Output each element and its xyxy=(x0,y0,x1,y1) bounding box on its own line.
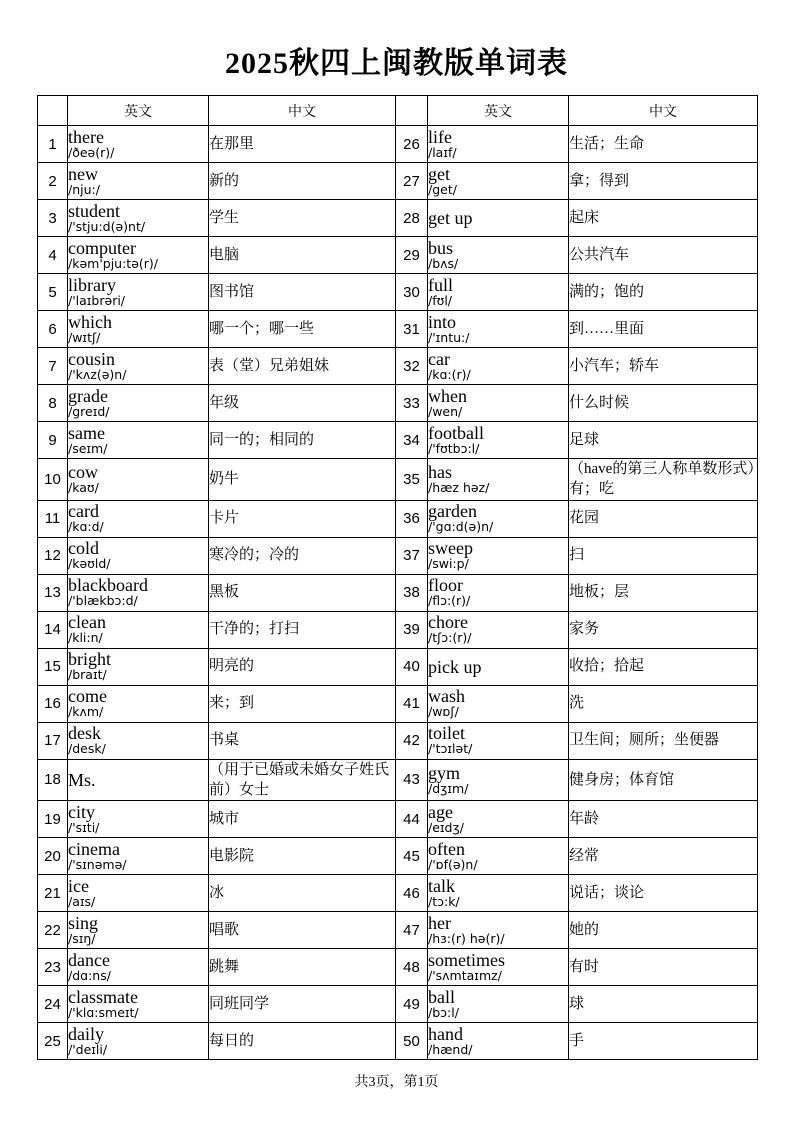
entry-chinese-right: 到……里面 xyxy=(569,311,758,348)
entry-chinese-right: 足球 xyxy=(569,422,758,459)
entry-number-right: 44 xyxy=(396,801,428,838)
entry-chinese-left: 学生 xyxy=(209,200,396,237)
english-word: age xyxy=(428,801,453,822)
entry-chinese-right: 卫生间；厕所；坐便器 xyxy=(569,722,758,759)
table-row xyxy=(38,611,758,648)
entry-number-left: 1 xyxy=(38,126,68,163)
table-row xyxy=(38,1023,758,1060)
phonetic-transcription: /sɪŋ/ xyxy=(68,930,96,946)
table-row xyxy=(38,274,758,311)
entry-number-left: 23 xyxy=(38,949,68,986)
entry-english-right xyxy=(428,648,569,685)
phonetic-transcription: /'deɪli/ xyxy=(68,1041,108,1057)
table-row xyxy=(38,385,758,422)
entry-number-left: 5 xyxy=(38,274,68,311)
english-word: football xyxy=(428,422,484,443)
entry-english-right xyxy=(428,685,569,722)
english-word: life xyxy=(428,126,452,147)
english-word: cousin xyxy=(68,348,115,369)
table-row xyxy=(38,459,758,501)
phonetic-transcription: /kəm'pju:tə(r)/ xyxy=(68,255,158,271)
english-word: ball xyxy=(428,986,455,1007)
entry-english-right xyxy=(428,912,569,949)
table-row xyxy=(38,574,758,611)
entry-chinese-right: 家务 xyxy=(569,611,758,648)
english-word: garden xyxy=(428,501,477,522)
header-number-left xyxy=(38,96,68,126)
page-footer: 共3页，第1页 xyxy=(354,1075,439,1090)
entry-number-right: 37 xyxy=(396,537,428,574)
entry-chinese-right: 健身房；体育馆 xyxy=(569,759,758,801)
entry-chinese-left: 书桌 xyxy=(209,722,396,759)
entry-number-left: 22 xyxy=(38,912,68,949)
entry-number-right: 33 xyxy=(396,385,428,422)
english-word: grade xyxy=(68,385,108,406)
entry-number-right: 35 xyxy=(396,459,428,501)
entry-number-right: 48 xyxy=(396,949,428,986)
phonetic-transcription: /ðeə(r)/ xyxy=(68,144,115,160)
entry-number-left: 11 xyxy=(38,500,68,537)
entry-chinese-right: 地板；层 xyxy=(569,574,758,611)
table-row xyxy=(38,422,758,459)
entry-chinese-left: 来；到 xyxy=(209,685,396,722)
entry-english-left xyxy=(68,759,209,801)
phonetic-transcription: /eɪdʒ/ xyxy=(428,819,464,835)
phonetic-transcription: /kʌm/ xyxy=(68,704,104,720)
english-word: sing xyxy=(68,912,99,933)
entry-chinese-left: 卡片 xyxy=(209,500,396,537)
table-row xyxy=(38,759,758,801)
phonetic-transcription: /'stju:d(ə)nt/ xyxy=(68,218,146,234)
english-word: often xyxy=(428,838,465,859)
entry-english-left xyxy=(68,537,209,574)
entry-number-right: 43 xyxy=(396,759,428,801)
english-word: chore xyxy=(428,612,468,633)
entry-number-left: 25 xyxy=(38,1023,68,1060)
entry-number-right: 29 xyxy=(396,237,428,274)
entry-chinese-right: 公共汽车 xyxy=(569,237,758,274)
phonetic-transcription: /kəʊld/ xyxy=(68,556,111,572)
phonetic-transcription: /desk/ xyxy=(68,741,106,757)
english-word: pick up xyxy=(428,656,482,677)
entry-number-right: 38 xyxy=(396,574,428,611)
entry-chinese-right: 扫 xyxy=(569,537,758,574)
english-word: classmate xyxy=(68,986,138,1007)
phonetic-transcription: /'ɒf(ə)n/ xyxy=(428,856,478,872)
table-row xyxy=(38,126,758,163)
entry-chinese-right: 收拾；拾起 xyxy=(569,648,758,685)
entry-number-left: 8 xyxy=(38,385,68,422)
phonetic-transcription: /wɪtʃ/ xyxy=(68,329,101,345)
phonetic-transcription: /'sʌmtaɪmz/ xyxy=(428,967,502,983)
entry-english-right xyxy=(428,801,569,838)
table-row xyxy=(38,838,758,875)
entry-number-left: 9 xyxy=(38,422,68,459)
table-header-row xyxy=(38,96,758,126)
entry-number-left: 16 xyxy=(38,685,68,722)
entry-number-left: 10 xyxy=(38,459,68,501)
entry-english-right xyxy=(428,875,569,912)
entry-number-right: 41 xyxy=(396,685,428,722)
entry-chinese-right: 拿；得到 xyxy=(569,163,758,200)
phonetic-transcription: /swi:p/ xyxy=(428,556,469,572)
entry-english-right xyxy=(428,348,569,385)
entry-chinese-right: （have的第三人称单数形式）有；吃 xyxy=(569,459,758,501)
entry-english-left xyxy=(68,459,209,501)
english-word: dance xyxy=(68,949,110,970)
entry-english-right xyxy=(428,986,569,1023)
entry-english-left xyxy=(68,237,209,274)
entry-chinese-right: 生活；生命 xyxy=(569,126,758,163)
entry-english-left xyxy=(68,722,209,759)
entry-chinese-right: 什么时候 xyxy=(569,385,758,422)
entry-chinese-left: 每日的 xyxy=(209,1023,396,1060)
english-word: wash xyxy=(428,686,465,707)
entry-chinese-left: 奶牛 xyxy=(209,459,396,501)
entry-english-left xyxy=(68,838,209,875)
entry-number-left: 4 xyxy=(38,237,68,274)
entry-number-right: 30 xyxy=(396,274,428,311)
entry-chinese-right: 手 xyxy=(569,1023,758,1060)
entry-english-left xyxy=(68,1023,209,1060)
entry-number-left: 6 xyxy=(38,311,68,348)
entry-chinese-left: 明亮的 xyxy=(209,648,396,685)
table-row xyxy=(38,200,758,237)
phonetic-transcription: /dɑ:ns/ xyxy=(68,967,111,983)
entry-english-right xyxy=(428,237,569,274)
english-word: gym xyxy=(428,762,461,783)
entry-chinese-left: 表（堂）兄弟姐妹 xyxy=(209,348,396,385)
phonetic-transcription: /nju:/ xyxy=(68,181,100,197)
english-word: card xyxy=(68,501,99,522)
table-row xyxy=(38,801,758,838)
phonetic-transcription: /aɪs/ xyxy=(68,893,96,909)
english-word: get up xyxy=(428,208,473,228)
english-word: sweep xyxy=(428,538,473,559)
phonetic-transcription: /laɪf/ xyxy=(428,144,457,160)
entry-number-right: 32 xyxy=(396,348,428,385)
phonetic-transcription: /'sɪti/ xyxy=(68,819,100,835)
entry-english-left xyxy=(68,348,209,385)
entry-number-left: 18 xyxy=(38,759,68,801)
phonetic-transcription: /'tɔɪlət/ xyxy=(428,741,473,757)
table-row xyxy=(38,949,758,986)
entry-english-right xyxy=(428,163,569,200)
entry-number-right: 31 xyxy=(396,311,428,348)
english-word: talk xyxy=(428,875,455,896)
phonetic-transcription: /hæz həz/ xyxy=(428,480,490,496)
entry-number-right: 26 xyxy=(396,126,428,163)
phonetic-transcription: /fʊl/ xyxy=(428,292,453,308)
entry-english-left xyxy=(68,385,209,422)
table-row xyxy=(38,311,758,348)
entry-number-left: 3 xyxy=(38,200,68,237)
entry-number-right: 28 xyxy=(396,200,428,237)
header-chinese-right: 中文 xyxy=(569,96,758,126)
page-title: 2025秋四上闽教版单词表 xyxy=(225,47,568,80)
english-word: new xyxy=(68,163,98,184)
entry-number-left: 19 xyxy=(38,801,68,838)
table-row xyxy=(38,685,758,722)
phonetic-transcription: /kɑ:(r)/ xyxy=(428,366,471,382)
entry-english-right xyxy=(428,949,569,986)
entry-number-right: 49 xyxy=(396,986,428,1023)
phonetic-transcription: /'blækbɔ:d/ xyxy=(68,593,138,609)
english-word: blackboard xyxy=(68,575,148,596)
entry-english-left xyxy=(68,611,209,648)
entry-chinese-left: 寒冷的；冷的 xyxy=(209,537,396,574)
phonetic-transcription: /'klɑ:smeɪt/ xyxy=(68,1004,139,1020)
english-word: city xyxy=(68,801,95,822)
entry-chinese-left: 同班同学 xyxy=(209,986,396,1023)
phonetic-transcription: /kli:n/ xyxy=(68,630,103,646)
entry-number-left: 7 xyxy=(38,348,68,385)
table-row xyxy=(38,537,758,574)
entry-english-right xyxy=(428,759,569,801)
english-word: daily xyxy=(68,1023,104,1044)
table-row xyxy=(38,648,758,685)
table-row xyxy=(38,912,758,949)
entry-chinese-left: 冰 xyxy=(209,875,396,912)
entry-number-right: 27 xyxy=(396,163,428,200)
entry-chinese-left: 电脑 xyxy=(209,237,396,274)
entry-english-right xyxy=(428,311,569,348)
phonetic-transcription: /flɔ:(r)/ xyxy=(428,593,471,609)
entry-chinese-left: 电影院 xyxy=(209,838,396,875)
english-word: Ms. xyxy=(68,769,96,790)
entry-number-left: 15 xyxy=(38,648,68,685)
english-word: cinema xyxy=(68,838,120,859)
entry-english-left xyxy=(68,986,209,1023)
entry-english-left xyxy=(68,648,209,685)
phonetic-transcription: /braɪt/ xyxy=(68,667,107,683)
english-word: car xyxy=(428,348,450,369)
english-word: full xyxy=(428,274,453,295)
english-word: computer xyxy=(68,237,136,258)
english-word: sometimes xyxy=(428,949,505,970)
english-word: come xyxy=(68,686,107,707)
entry-number-right: 36 xyxy=(396,500,428,537)
phonetic-transcription: /wɒʃ/ xyxy=(428,704,459,720)
entry-english-left xyxy=(68,912,209,949)
phonetic-transcription: /'fʊtbɔ:l/ xyxy=(428,440,480,456)
english-word: clean xyxy=(68,612,106,633)
entry-number-left: 14 xyxy=(38,611,68,648)
english-word: hand xyxy=(428,1023,463,1044)
english-word: cow xyxy=(68,462,98,483)
entry-chinese-right: 有时 xyxy=(569,949,758,986)
english-word: her xyxy=(428,912,451,933)
entry-english-left xyxy=(68,949,209,986)
entry-english-right xyxy=(428,500,569,537)
entry-chinese-left: 图书馆 xyxy=(209,274,396,311)
entry-english-left xyxy=(68,200,209,237)
english-word: student xyxy=(68,200,120,221)
phonetic-transcription: /bɔ:l/ xyxy=(428,1004,459,1020)
header-english-left: 英文 xyxy=(68,96,209,126)
entry-english-right xyxy=(428,838,569,875)
english-word: there xyxy=(68,126,104,147)
english-word: which xyxy=(68,311,112,332)
english-word: desk xyxy=(68,723,101,744)
entry-english-left xyxy=(68,163,209,200)
header-english-right: 英文 xyxy=(428,96,569,126)
entry-chinese-right: 花园 xyxy=(569,500,758,537)
phonetic-transcription: /kaʊ/ xyxy=(68,480,99,496)
entry-chinese-right: 满的；饱的 xyxy=(569,274,758,311)
entry-chinese-right: 球 xyxy=(569,986,758,1023)
phonetic-transcription: /hænd/ xyxy=(428,1041,473,1057)
table-row xyxy=(38,348,758,385)
phonetic-transcription: /seɪm/ xyxy=(68,440,108,456)
entry-chinese-left: 年级 xyxy=(209,385,396,422)
english-word: bus xyxy=(428,237,454,258)
phonetic-transcription: /wen/ xyxy=(428,403,463,419)
entry-english-right xyxy=(428,385,569,422)
entry-english-left xyxy=(68,574,209,611)
entry-chinese-left: 在那里 xyxy=(209,126,396,163)
entry-english-right xyxy=(428,1023,569,1060)
entry-chinese-right: 她的 xyxy=(569,912,758,949)
entry-number-right: 40 xyxy=(396,648,428,685)
header-chinese-left: 中文 xyxy=(209,96,396,126)
entry-english-right xyxy=(428,126,569,163)
entry-chinese-right: 洗 xyxy=(569,685,758,722)
entry-english-left xyxy=(68,875,209,912)
entry-english-right xyxy=(428,722,569,759)
entry-chinese-left: 同一的；相同的 xyxy=(209,422,396,459)
entry-chinese-right: 说话；谈论 xyxy=(569,875,758,912)
entry-english-right xyxy=(428,574,569,611)
entry-english-left xyxy=(68,500,209,537)
phonetic-transcription: /'ɪntu:/ xyxy=(428,329,470,345)
english-word: floor xyxy=(428,575,463,596)
entry-chinese-left: 跳舞 xyxy=(209,949,396,986)
entry-number-right: 50 xyxy=(396,1023,428,1060)
entry-english-left xyxy=(68,311,209,348)
entry-number-right: 34 xyxy=(396,422,428,459)
phonetic-transcription: /hɜ:(r) hə(r)/ xyxy=(428,930,505,946)
english-word: into xyxy=(428,311,457,332)
entry-number-right: 47 xyxy=(396,912,428,949)
entry-chinese-left: 新的 xyxy=(209,163,396,200)
entry-chinese-right: 小汽车；轿车 xyxy=(569,348,758,385)
phonetic-transcription: /'gɑ:d(ə)n/ xyxy=(428,519,494,535)
english-word: has xyxy=(428,462,452,483)
entry-chinese-right: 经常 xyxy=(569,838,758,875)
phonetic-transcription: /dʒɪm/ xyxy=(428,780,469,796)
entry-number-right: 45 xyxy=(396,838,428,875)
entry-chinese-right: 年龄 xyxy=(569,801,758,838)
table-row xyxy=(38,875,758,912)
entry-chinese-left: 黑板 xyxy=(209,574,396,611)
entry-chinese-left: 干净的；打扫 xyxy=(209,611,396,648)
english-word: toilet xyxy=(428,723,465,744)
english-word: get xyxy=(428,163,450,184)
table-row xyxy=(38,722,758,759)
phonetic-transcription: /tɔ:k/ xyxy=(428,893,460,909)
phonetic-transcription: /'sɪnəmə/ xyxy=(68,856,127,872)
entry-number-left: 12 xyxy=(38,537,68,574)
entry-english-left xyxy=(68,126,209,163)
english-word: when xyxy=(428,385,467,406)
entry-number-right: 39 xyxy=(396,611,428,648)
english-word: bright xyxy=(68,649,111,670)
phonetic-transcription: /kɑ:d/ xyxy=(68,519,104,535)
entry-english-right xyxy=(428,459,569,501)
phonetic-transcription: /'kʌz(ə)n/ xyxy=(68,366,127,382)
entry-number-right: 42 xyxy=(396,722,428,759)
entry-english-left xyxy=(68,274,209,311)
english-word: same xyxy=(68,422,105,443)
phonetic-transcription: /get/ xyxy=(428,181,457,197)
entry-chinese-left: （用于已婚或未婚女子姓氏前）女士 xyxy=(209,759,396,801)
entry-chinese-left: 哪一个；哪一些 xyxy=(209,311,396,348)
entry-english-right xyxy=(428,611,569,648)
entry-english-left xyxy=(68,422,209,459)
entry-english-right xyxy=(428,200,569,237)
entry-english-right xyxy=(428,274,569,311)
vocab-table xyxy=(37,95,758,1060)
phonetic-transcription: /'laɪbrəri/ xyxy=(68,292,126,308)
phonetic-transcription: /greɪd/ xyxy=(68,403,110,419)
phonetic-transcription: /bʌs/ xyxy=(428,255,459,271)
header-number-right xyxy=(396,96,428,126)
entry-english-right xyxy=(428,422,569,459)
entry-chinese-left: 唱歌 xyxy=(209,912,396,949)
word-table-body xyxy=(38,126,758,1060)
table-row xyxy=(38,986,758,1023)
table-row xyxy=(38,500,758,537)
entry-number-left: 24 xyxy=(38,986,68,1023)
english-word: ice xyxy=(68,875,89,896)
entry-number-left: 17 xyxy=(38,722,68,759)
entry-number-left: 21 xyxy=(38,875,68,912)
entry-chinese-right: 起床 xyxy=(569,200,758,237)
entry-english-right xyxy=(428,537,569,574)
entry-number-left: 2 xyxy=(38,163,68,200)
entry-number-left: 20 xyxy=(38,838,68,875)
english-word: library xyxy=(68,274,116,295)
table-row xyxy=(38,163,758,200)
phonetic-transcription: /tʃɔ:(r)/ xyxy=(428,630,472,646)
entry-english-left xyxy=(68,801,209,838)
entry-number-left: 13 xyxy=(38,574,68,611)
table-row xyxy=(38,237,758,274)
english-word: cold xyxy=(68,538,99,559)
entry-chinese-left: 城市 xyxy=(209,801,396,838)
entry-english-left xyxy=(68,685,209,722)
entry-number-right: 46 xyxy=(396,875,428,912)
